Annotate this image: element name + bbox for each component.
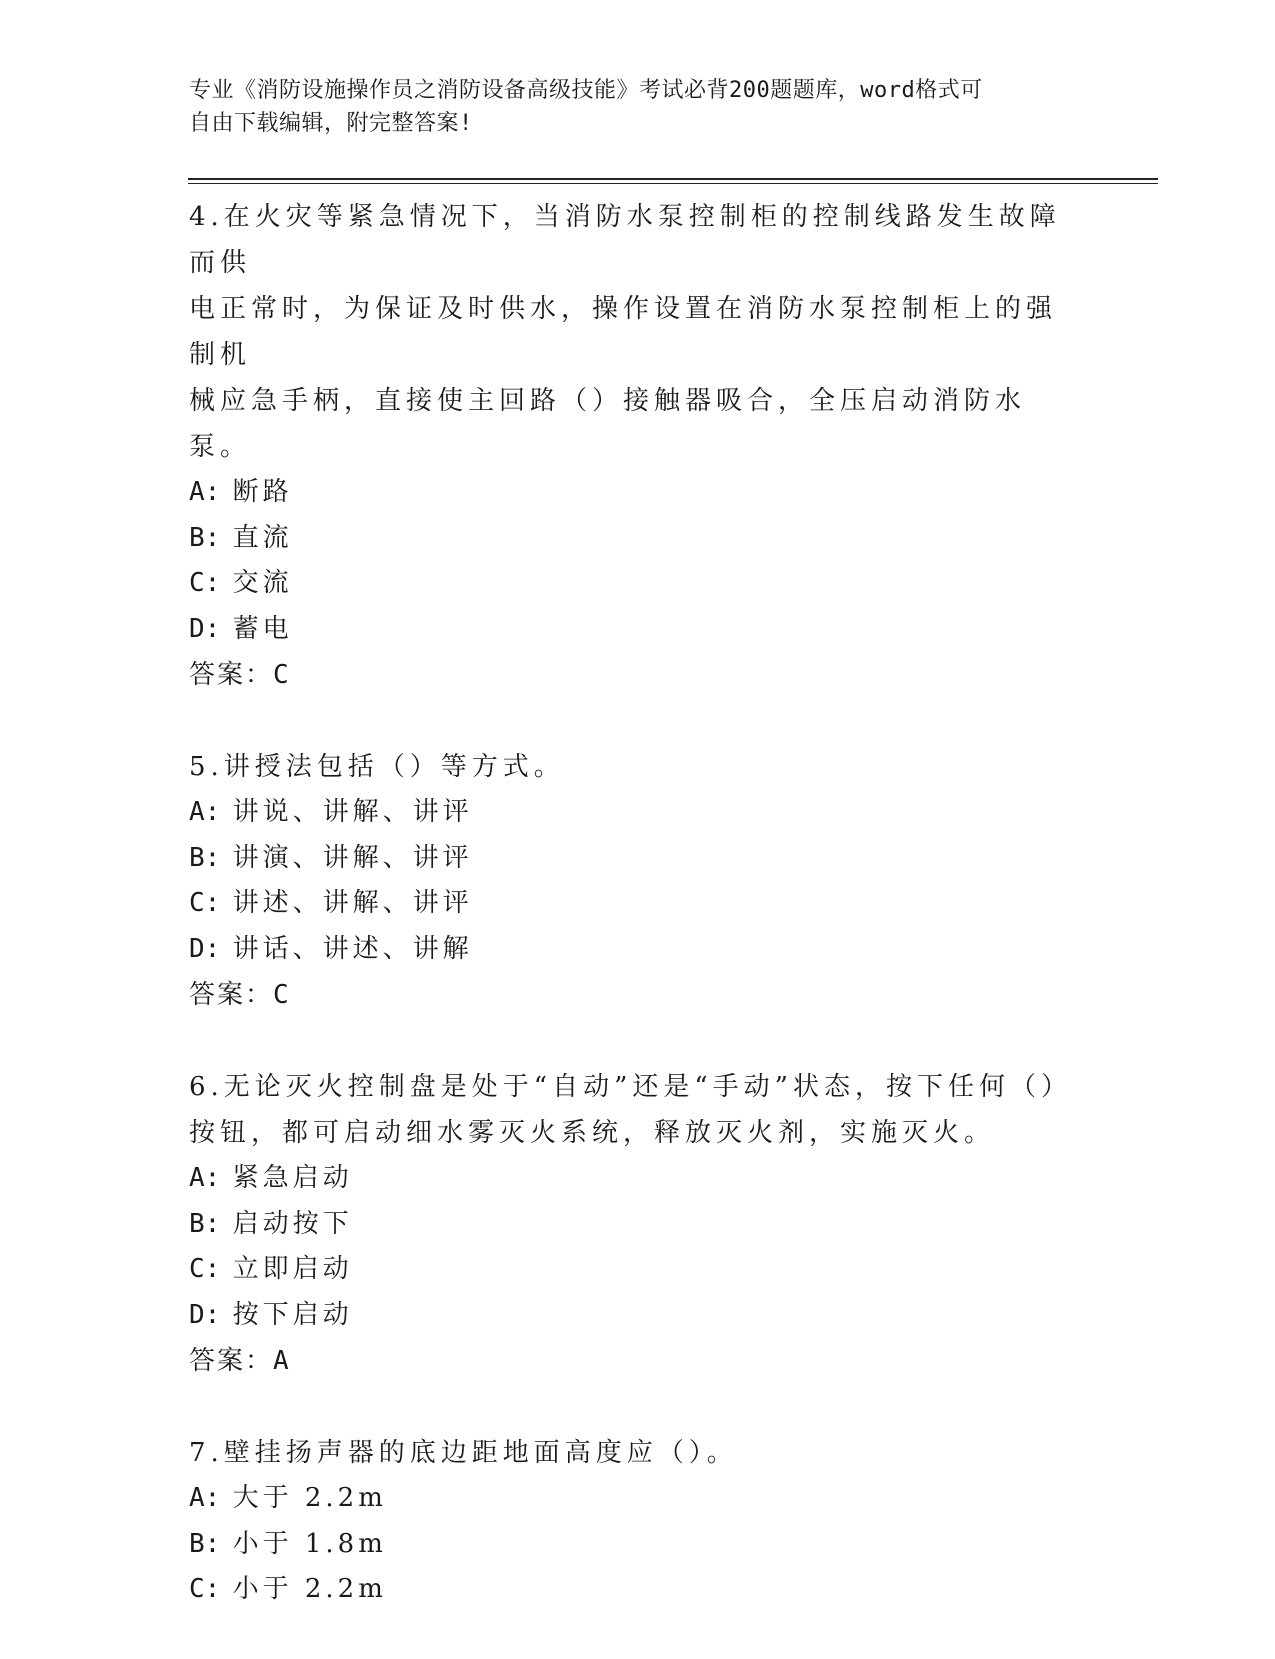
option-letter: B: bbox=[189, 1528, 221, 1559]
option-text: 大于 2.2m bbox=[232, 1483, 387, 1513]
option-text: 按下启动 bbox=[232, 1299, 353, 1330]
option-text: 讲话、讲述、讲解 bbox=[232, 933, 473, 964]
option-letter: B: bbox=[189, 1208, 221, 1239]
question-stem-line: 4.在火灾等紧急情况下，当消防水泵控制柜的控制线路发生故障而供 bbox=[189, 202, 1061, 278]
option-c bbox=[189, 561, 1069, 607]
question-6 bbox=[189, 1064, 1072, 1384]
question-list bbox=[189, 194, 1072, 1659]
question-stem-line: 7.壁挂扬声器的底边距地面高度应（）。 bbox=[189, 1438, 738, 1468]
option-a bbox=[189, 790, 1069, 836]
option-b bbox=[189, 1202, 1069, 1248]
option-b bbox=[189, 516, 1069, 562]
answer-label: 答案： bbox=[189, 1346, 274, 1376]
option-letter: C: bbox=[189, 888, 221, 918]
option-text: 交流 bbox=[232, 568, 293, 598]
option-c bbox=[189, 1247, 1069, 1293]
option-letter: B: bbox=[189, 522, 221, 553]
option-d bbox=[189, 607, 1069, 653]
question-stem-line: 电正常时，为保证及时供水，操作设置在消防水泵控制柜上的强制机 bbox=[189, 294, 1058, 370]
option-b bbox=[189, 836, 1069, 882]
answer bbox=[189, 1338, 1069, 1384]
answer-value: A bbox=[273, 1346, 289, 1376]
option-text: 讲述、讲解、讲评 bbox=[232, 888, 473, 918]
option-a bbox=[189, 1156, 1069, 1202]
option-a bbox=[189, 470, 1069, 516]
option-letter: C: bbox=[189, 1574, 221, 1604]
option-d bbox=[189, 1293, 1069, 1339]
option-letter: C: bbox=[189, 1254, 221, 1284]
option-c bbox=[189, 1567, 1069, 1613]
question-5 bbox=[189, 744, 1069, 1018]
answer-label: 答案： bbox=[189, 660, 274, 690]
option-text: 断路 bbox=[232, 477, 293, 507]
question-stem-line: 按钮，都可启动细水雾灭火系统，释放灭火剂，实施灭火。 bbox=[189, 1118, 996, 1148]
option-text: 蓄电 bbox=[232, 613, 293, 644]
header-divider-thin bbox=[188, 183, 1158, 184]
option-text: 紧急启动 bbox=[232, 1163, 353, 1193]
option-text: 立即启动 bbox=[232, 1254, 353, 1284]
question-stem-line: 6.无论灭火控制盘是处于“自动”还是“手动”状态，按下任何（） bbox=[189, 1072, 1072, 1102]
header-divider-thick bbox=[188, 178, 1158, 180]
option-a bbox=[189, 1476, 1069, 1522]
option-text: 小于 1.8m bbox=[232, 1528, 387, 1559]
option-c bbox=[189, 881, 1069, 927]
option-text: 启动按下 bbox=[232, 1208, 353, 1239]
answer bbox=[189, 972, 1069, 1018]
option-letter: A: bbox=[189, 797, 221, 827]
question-stem-line: 械应急手柄，直接使主回路（）接触器吸合，全压启动消防水泵。 bbox=[189, 386, 1027, 462]
option-text: 小于 2.2m bbox=[232, 1574, 387, 1604]
option-letter: A: bbox=[189, 1163, 221, 1193]
header-line-2: 自由下载编辑，附完整答案! bbox=[189, 111, 473, 136]
option-d bbox=[189, 927, 1069, 973]
option-letter: B: bbox=[189, 842, 221, 873]
answer-value: C bbox=[273, 660, 289, 690]
question-7 bbox=[189, 1430, 1069, 1613]
option-letter: D: bbox=[189, 613, 221, 644]
header-line-1: 专业《消防设施操作员之消防设备高级技能》考试必背200题题库，word格式可 bbox=[189, 78, 983, 103]
option-text: 讲说、讲解、讲评 bbox=[232, 797, 473, 827]
question-stem-line: 5.讲授法包括（）等方式。 bbox=[189, 752, 565, 782]
question-4 bbox=[189, 194, 1069, 698]
document-header bbox=[189, 74, 1069, 140]
option-letter: A: bbox=[189, 1483, 221, 1513]
answer bbox=[189, 652, 1069, 698]
option-letter: D: bbox=[189, 1299, 221, 1330]
answer-label: 答案： bbox=[189, 980, 274, 1010]
option-letter: A: bbox=[189, 477, 221, 507]
option-letter: C: bbox=[189, 568, 221, 598]
option-text: 讲演、讲解、讲评 bbox=[232, 842, 473, 873]
answer-value: C bbox=[273, 980, 289, 1010]
option-letter: D: bbox=[189, 933, 221, 964]
option-b bbox=[189, 1522, 1069, 1568]
option-text: 直流 bbox=[232, 522, 293, 553]
